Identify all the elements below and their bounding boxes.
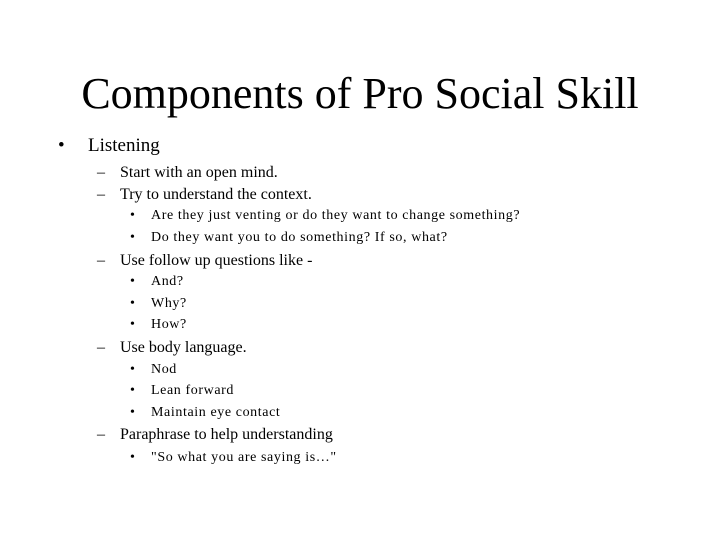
bullet-marker: • — [58, 135, 65, 156]
sub-sub-bullet-text: And? — [151, 274, 184, 289]
sub-sub-bullet-text: How? — [151, 317, 187, 332]
sub-sub-bullet-item — [130, 361, 177, 379]
sub-bullet-item — [97, 338, 247, 358]
bullet-item-listening — [58, 135, 160, 157]
sub-sub-bullet-item — [130, 273, 184, 291]
bullet-marker: • — [130, 383, 136, 398]
sub-bullet-item — [97, 163, 278, 183]
bullet-marker: • — [130, 450, 136, 465]
slide-title: Components of Pro Social Skill — [81, 69, 639, 118]
sub-sub-bullet-text: Are they just venting or do they want to change something? — [151, 208, 521, 223]
bullet-marker: • — [130, 274, 136, 289]
sub-sub-bullet-text: Maintain eye contact — [151, 405, 281, 420]
dash-marker: – — [97, 186, 105, 203]
bullet-marker: • — [130, 208, 136, 223]
sub-bullet-text: Use follow up questions like - — [120, 252, 313, 269]
sub-sub-bullet-text: Do they want you to do something? If so, what? — [151, 230, 448, 245]
bullet-marker: • — [130, 317, 136, 332]
sub-sub-bullet-text: "So what you are saying is…" — [151, 450, 337, 465]
sub-sub-bullet-item — [130, 295, 187, 313]
sub-sub-bullet-item — [130, 207, 520, 225]
sub-sub-bullet-text: Nod — [151, 362, 177, 377]
sub-bullet-item — [97, 251, 312, 271]
bullet-marker: • — [130, 230, 136, 245]
sub-sub-bullet-item — [130, 229, 448, 247]
sub-sub-bullet-text: Lean forward — [151, 383, 234, 398]
sub-bullet-item — [97, 425, 333, 445]
sub-sub-bullet-item — [130, 404, 280, 422]
sub-sub-bullet-item — [130, 449, 337, 467]
sub-bullet-text: Start with an open mind. — [120, 164, 278, 181]
bullet-marker: • — [130, 405, 136, 420]
bullet-text: Listening — [88, 135, 160, 156]
dash-marker: – — [97, 252, 105, 269]
sub-bullet-item — [97, 185, 312, 205]
dash-marker: – — [97, 164, 105, 181]
sub-bullet-text: Use body language. — [120, 339, 247, 356]
bullet-marker: • — [130, 296, 136, 311]
bullet-marker: • — [130, 362, 136, 377]
dash-marker: – — [97, 339, 105, 356]
sub-sub-bullet-item — [130, 316, 187, 334]
sub-sub-bullet-text: Why? — [151, 296, 187, 311]
sub-bullet-text: Paraphrase to help understanding — [120, 426, 333, 443]
sub-sub-bullet-item — [130, 382, 234, 400]
sub-bullet-text: Try to understand the context. — [120, 186, 312, 203]
dash-marker: – — [97, 426, 105, 443]
